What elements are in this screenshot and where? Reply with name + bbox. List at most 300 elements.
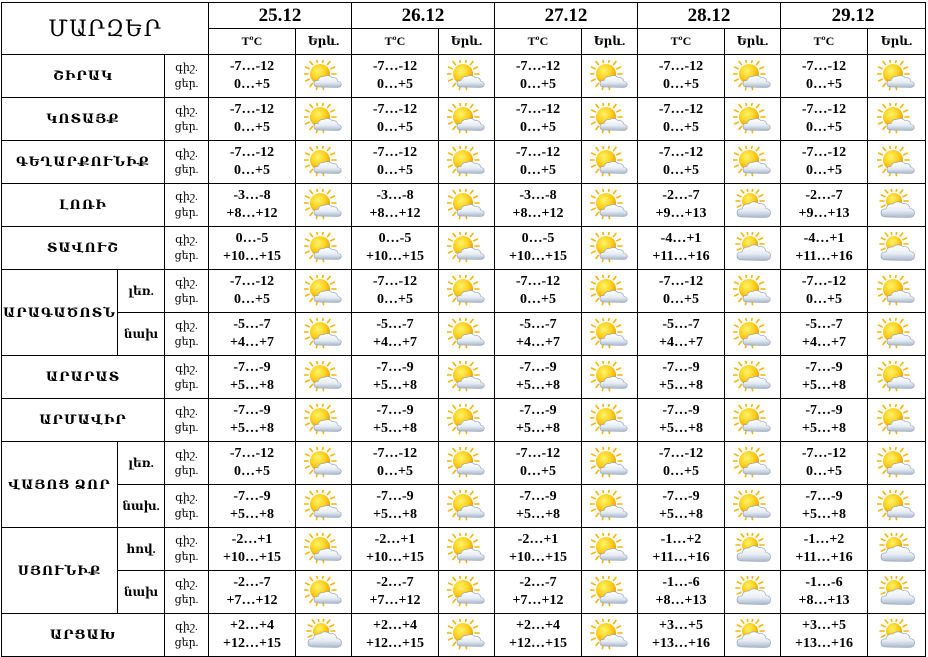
temperature-cell xyxy=(781,399,868,442)
temperature-cell xyxy=(781,227,868,270)
day-temperature: +4…+7 xyxy=(802,335,846,350)
sun-cloud-icon xyxy=(304,576,344,608)
sun-cloud-icon xyxy=(590,361,630,393)
region-name: ԱՐՄԱՎԻՐ xyxy=(2,399,165,442)
date-header: 27.12 xyxy=(495,3,638,29)
day-temperature: 0…+5 xyxy=(234,77,270,92)
temperature-cell xyxy=(352,399,439,442)
night-label: գիշ. xyxy=(175,621,198,633)
day-night-labels xyxy=(165,227,209,270)
night-temperature: +3…+5 xyxy=(802,618,846,633)
table-row xyxy=(2,614,926,657)
weather-icon-cell xyxy=(296,399,352,442)
temperature-cell xyxy=(495,313,582,356)
night-label: գիշ. xyxy=(175,234,198,246)
temperature-cell xyxy=(638,356,725,399)
temperature-cell xyxy=(781,528,868,571)
temperature-cell xyxy=(781,98,868,141)
cloud-sun-icon xyxy=(733,533,773,565)
temp-column-header: TºC xyxy=(352,29,439,55)
table-row xyxy=(2,55,926,98)
day-temperature: +12…+15 xyxy=(223,636,281,651)
temperature-cell xyxy=(209,356,296,399)
subregion-name: նախ. xyxy=(118,485,165,528)
day-temperature: 0…+5 xyxy=(234,464,270,479)
temperature-cell xyxy=(352,184,439,227)
night-temperature: -7…-9 xyxy=(805,360,843,375)
weather-icon-cell xyxy=(296,270,352,313)
cloud-sun-icon xyxy=(877,533,917,565)
night-temperature: -7…-12 xyxy=(515,102,561,117)
weather-icon-cell xyxy=(725,356,781,399)
weather-icon-cell xyxy=(582,313,638,356)
weather-icon-cell xyxy=(439,528,495,571)
sun-cloud-icon xyxy=(590,447,630,479)
weather-icon-cell xyxy=(439,356,495,399)
weather-icon-cell xyxy=(582,614,638,657)
sun-cloud-icon xyxy=(447,576,487,608)
day-temperature: +9…+13 xyxy=(655,206,707,221)
day-temperature: +5…+8 xyxy=(516,507,560,522)
night-temperature: -1…-6 xyxy=(662,575,700,590)
day-temperature: 0…+5 xyxy=(377,464,413,479)
day-temperature: 0…+5 xyxy=(663,77,699,92)
night-temperature: -2…-7 xyxy=(376,575,414,590)
day-temperature: 0…+5 xyxy=(806,120,842,135)
weather-icon-cell xyxy=(725,528,781,571)
sun-cloud-icon xyxy=(877,318,917,350)
weather-icon-cell xyxy=(296,442,352,485)
temperature-cell xyxy=(638,571,725,614)
temperature-cell xyxy=(352,485,439,528)
night-temperature: -5…-7 xyxy=(376,317,414,332)
sun-cloud-icon xyxy=(304,361,344,393)
day-label: ցեր. xyxy=(174,293,199,305)
day-temperature: +5…+8 xyxy=(373,507,417,522)
day-label: ցեր. xyxy=(174,508,199,520)
weather-icon-cell xyxy=(582,227,638,270)
night-label: գիշ. xyxy=(175,62,198,74)
day-temperature: 0…+5 xyxy=(806,77,842,92)
day-temperature: +4…+7 xyxy=(373,335,417,350)
weather-icon-cell xyxy=(868,571,926,614)
night-temperature: -2…-7 xyxy=(519,575,557,590)
weather-icon-cell xyxy=(725,141,781,184)
temperature-cell xyxy=(209,571,296,614)
sun-cloud-icon xyxy=(590,490,630,522)
weather-icon-cell xyxy=(725,184,781,227)
day-temperature: +10…+15 xyxy=(509,550,567,565)
weather-icon-cell xyxy=(439,313,495,356)
date-header: 29.12 xyxy=(781,3,926,29)
night-temperature: +2…+4 xyxy=(373,618,417,633)
night-temperature: -7…-12 xyxy=(658,59,704,74)
night-temperature: -7…-9 xyxy=(233,403,271,418)
table-row xyxy=(2,571,926,614)
temperature-cell xyxy=(352,442,439,485)
day-temperature: +5…+8 xyxy=(659,378,703,393)
temperature-cell xyxy=(209,184,296,227)
weather-icon-cell xyxy=(296,528,352,571)
night-temperature: -5…-7 xyxy=(519,317,557,332)
night-temperature: -7…-9 xyxy=(376,403,414,418)
weather-icon-cell xyxy=(582,270,638,313)
subregion-name: նախ xyxy=(118,313,165,356)
temperature-cell xyxy=(352,98,439,141)
temperature-cell xyxy=(209,141,296,184)
weather-icon-cell xyxy=(439,442,495,485)
subregion-name: հով. xyxy=(118,528,165,571)
night-temperature: -7…-9 xyxy=(233,360,271,375)
day-label: ցեր. xyxy=(174,465,199,477)
temperature-cell xyxy=(352,571,439,614)
table-row xyxy=(2,313,926,356)
weather-icon-cell xyxy=(582,184,638,227)
temperature-cell xyxy=(209,98,296,141)
sun-cloud-icon xyxy=(304,275,344,307)
night-temperature: -5…-7 xyxy=(233,317,271,332)
day-temperature: +7…+12 xyxy=(512,593,564,608)
region-name: ԳԵՂԱՐՔՈՒՆԻՔ xyxy=(2,141,165,184)
night-temperature: -7…-9 xyxy=(662,403,700,418)
day-temperature: +5…+8 xyxy=(802,378,846,393)
night-temperature: +2…+4 xyxy=(230,618,274,633)
day-temperature: +13…+16 xyxy=(652,636,710,651)
day-temperature: 0…+5 xyxy=(806,292,842,307)
temperature-cell xyxy=(638,528,725,571)
day-temperature: 0…+5 xyxy=(520,292,556,307)
weather-icon-cell xyxy=(725,614,781,657)
day-temperature: 0…+5 xyxy=(377,77,413,92)
sun-cloud-icon xyxy=(877,60,917,92)
sun-cloud-icon xyxy=(304,318,344,350)
night-temperature: -1…-6 xyxy=(805,575,843,590)
cloud-sun-icon xyxy=(877,576,917,608)
temperature-cell xyxy=(209,55,296,98)
weather-icon-cell xyxy=(296,313,352,356)
sun-cloud-icon xyxy=(733,103,773,135)
weather-icon-cell xyxy=(439,614,495,657)
day-temperature: 0…+5 xyxy=(520,464,556,479)
day-temperature: 0…+5 xyxy=(234,163,270,178)
day-temperature: 0…+5 xyxy=(663,120,699,135)
sun-cloud-icon xyxy=(733,490,773,522)
table-row xyxy=(2,270,926,313)
day-temperature: +10…+15 xyxy=(223,550,281,565)
temperature-cell xyxy=(495,485,582,528)
night-label: գիշ. xyxy=(175,492,198,504)
day-temperature: 0…+5 xyxy=(377,163,413,178)
sun-cloud-icon xyxy=(447,60,487,92)
sun-cloud-icon xyxy=(590,619,630,651)
cloud-sun-icon xyxy=(877,189,917,221)
sun-cloud-icon xyxy=(447,533,487,565)
table-row xyxy=(2,227,926,270)
weather-icon-cell xyxy=(868,313,926,356)
day-temperature: +5…+8 xyxy=(230,378,274,393)
weather-icon-cell xyxy=(296,55,352,98)
night-temperature: -3…-8 xyxy=(233,188,271,203)
day-temperature: +4…+7 xyxy=(516,335,560,350)
temperature-cell xyxy=(352,356,439,399)
temperature-cell xyxy=(352,141,439,184)
cloud-sun-icon xyxy=(733,619,773,651)
subregion-name: լեռ. xyxy=(118,270,165,313)
night-temperature: -3…-8 xyxy=(376,188,414,203)
temperature-cell xyxy=(352,55,439,98)
sun-cloud-icon xyxy=(733,60,773,92)
temperature-cell xyxy=(495,356,582,399)
night-temperature: -7…-12 xyxy=(801,59,847,74)
sun-cloud-icon xyxy=(733,447,773,479)
day-night-labels xyxy=(165,571,209,614)
weather-icon-cell xyxy=(296,614,352,657)
weather-icon-cell xyxy=(868,442,926,485)
temperature-cell xyxy=(495,270,582,313)
day-temperature: +9…+13 xyxy=(798,206,850,221)
temperature-cell xyxy=(638,141,725,184)
day-night-labels xyxy=(165,399,209,442)
night-temperature: 0…-5 xyxy=(521,231,555,246)
day-temperature: +4…+7 xyxy=(230,335,274,350)
sun-cloud-icon xyxy=(447,189,487,221)
night-temperature: -2…+1 xyxy=(517,532,559,547)
day-night-labels xyxy=(165,528,209,571)
temperature-cell xyxy=(495,184,582,227)
day-label: ցեր. xyxy=(174,637,199,649)
temperature-cell xyxy=(638,614,725,657)
weather-column-header: Երև. xyxy=(725,29,781,55)
night-temperature: -7…-12 xyxy=(801,145,847,160)
weather-icon-cell xyxy=(868,356,926,399)
day-temperature: 0…+5 xyxy=(663,163,699,178)
night-temperature: -7…-12 xyxy=(801,274,847,289)
day-temperature: +5…+8 xyxy=(802,507,846,522)
weather-icon-cell xyxy=(868,227,926,270)
temperature-cell xyxy=(209,313,296,356)
sun-cloud-icon xyxy=(447,232,487,264)
region-name: ՎԱՅՈՑ ՁՈՐ xyxy=(2,442,118,528)
day-temperature: +8…+13 xyxy=(798,593,850,608)
weather-icon-cell xyxy=(868,98,926,141)
sun-cloud-icon xyxy=(304,447,344,479)
weather-icon-cell xyxy=(725,442,781,485)
day-temperature: 0…+5 xyxy=(234,292,270,307)
day-temperature: +11…+16 xyxy=(795,550,853,565)
weather-icon-cell xyxy=(439,141,495,184)
table-row xyxy=(2,141,926,184)
day-temperature: 0…+5 xyxy=(520,163,556,178)
table-row xyxy=(2,356,926,399)
sun-cloud-icon xyxy=(877,361,917,393)
temperature-cell xyxy=(781,571,868,614)
night-temperature: -2…-7 xyxy=(233,575,271,590)
temperature-cell xyxy=(495,528,582,571)
subregion-name: նախ xyxy=(118,571,165,614)
temperature-cell xyxy=(781,313,868,356)
temp-column-header: TºC xyxy=(209,29,296,55)
weather-icon-cell xyxy=(296,356,352,399)
temperature-cell xyxy=(781,184,868,227)
sun-cloud-icon xyxy=(590,404,630,436)
weather-icon-cell xyxy=(868,55,926,98)
weather-icon-cell xyxy=(582,571,638,614)
night-temperature: -7…-12 xyxy=(801,102,847,117)
day-temperature: 0…+5 xyxy=(520,77,556,92)
weather-icon-cell xyxy=(582,528,638,571)
day-temperature: +8…+12 xyxy=(226,206,278,221)
temperature-cell xyxy=(638,313,725,356)
day-night-labels xyxy=(165,184,209,227)
night-temperature: -5…-7 xyxy=(805,317,843,332)
day-temperature: +12…+15 xyxy=(509,636,567,651)
night-temperature: -7…-12 xyxy=(372,59,418,74)
day-temperature: +5…+8 xyxy=(516,378,560,393)
temperature-cell xyxy=(781,270,868,313)
night-label: գիշ. xyxy=(175,277,198,289)
day-temperature: +10…+15 xyxy=(509,249,567,264)
regions-header: ՄԱՐԶԵՐ xyxy=(2,3,209,55)
sun-cloud-icon xyxy=(304,533,344,565)
day-temperature: +7…+12 xyxy=(369,593,421,608)
night-temperature: -7…-12 xyxy=(515,274,561,289)
day-temperature: +11…+16 xyxy=(795,249,853,264)
sun-cloud-icon xyxy=(733,275,773,307)
day-night-labels xyxy=(165,356,209,399)
night-temperature: -7…-12 xyxy=(515,59,561,74)
day-label: ցեր. xyxy=(174,207,199,219)
sun-cloud-icon xyxy=(590,60,630,92)
weather-icon-cell xyxy=(725,485,781,528)
day-temperature: +13…+16 xyxy=(795,636,853,651)
day-temperature: +5…+8 xyxy=(373,378,417,393)
temperature-cell xyxy=(495,571,582,614)
weather-icon-cell xyxy=(439,270,495,313)
date-header: 25.12 xyxy=(209,3,352,29)
day-temperature: 0…+5 xyxy=(806,163,842,178)
day-night-labels xyxy=(165,98,209,141)
day-temperature: +8…+13 xyxy=(655,593,707,608)
night-temperature: -7…-12 xyxy=(229,59,275,74)
weather-icon-cell xyxy=(582,98,638,141)
sun-cloud-icon xyxy=(304,146,344,178)
sun-cloud-icon xyxy=(590,146,630,178)
temperature-cell xyxy=(495,141,582,184)
day-label: ցեր. xyxy=(174,250,199,262)
day-temperature: +10…+15 xyxy=(366,249,424,264)
weather-icon-cell xyxy=(296,141,352,184)
temperature-cell xyxy=(352,528,439,571)
temperature-cell xyxy=(495,55,582,98)
day-label: ցեր. xyxy=(174,336,199,348)
weather-icon-cell xyxy=(439,184,495,227)
temperature-cell xyxy=(781,356,868,399)
day-temperature: +5…+8 xyxy=(659,421,703,436)
weather-icon-cell xyxy=(725,571,781,614)
day-temperature: +5…+8 xyxy=(373,421,417,436)
temp-column-header: TºC xyxy=(781,29,868,55)
day-temperature: 0…+5 xyxy=(663,292,699,307)
sun-cloud-icon xyxy=(877,275,917,307)
temperature-cell xyxy=(495,442,582,485)
region-name: ԱՐԱՐԱՏ xyxy=(2,356,165,399)
temperature-cell xyxy=(352,227,439,270)
temperature-cell xyxy=(638,270,725,313)
weather-column-header: Երև. xyxy=(296,29,352,55)
temperature-cell xyxy=(352,614,439,657)
night-temperature: -7…-12 xyxy=(372,102,418,117)
temp-column-header: TºC xyxy=(638,29,725,55)
temperature-cell xyxy=(781,55,868,98)
night-temperature: +3…+5 xyxy=(659,618,703,633)
night-label: գիշ. xyxy=(175,148,198,160)
night-temperature: -7…-12 xyxy=(658,274,704,289)
temperature-cell xyxy=(781,442,868,485)
table-row xyxy=(2,98,926,141)
weather-icon-cell xyxy=(296,571,352,614)
temperature-cell xyxy=(638,227,725,270)
region-name: ԱՐԱԳԱԾՈՏՆ xyxy=(2,270,118,356)
night-temperature: -7…-12 xyxy=(658,446,704,461)
night-temperature: -7…-12 xyxy=(515,446,561,461)
night-temperature: -7…-12 xyxy=(515,145,561,160)
cloud-sun-icon xyxy=(877,619,917,651)
weather-icon-cell xyxy=(868,485,926,528)
sun-cloud-icon xyxy=(304,189,344,221)
night-temperature: +2…+4 xyxy=(516,618,560,633)
day-temperature: +8…+12 xyxy=(369,206,421,221)
sun-cloud-icon xyxy=(590,533,630,565)
sun-cloud-icon xyxy=(304,103,344,135)
sun-cloud-icon xyxy=(447,447,487,479)
region-name: ԱՐՑԱԽ xyxy=(2,614,165,657)
night-temperature: -5…-7 xyxy=(662,317,700,332)
night-temperature: -7…-12 xyxy=(658,145,704,160)
sun-cloud-icon xyxy=(590,232,630,264)
sun-cloud-icon xyxy=(447,275,487,307)
day-night-labels xyxy=(165,442,209,485)
temperature-cell xyxy=(495,227,582,270)
sun-cloud-icon xyxy=(590,189,630,221)
day-label: ցեր. xyxy=(174,379,199,391)
table-row xyxy=(2,442,926,485)
weather-icon-cell xyxy=(439,98,495,141)
sun-cloud-icon xyxy=(304,490,344,522)
weather-icon-cell xyxy=(868,528,926,571)
temperature-cell xyxy=(352,313,439,356)
temperature-cell xyxy=(638,184,725,227)
sun-cloud-icon xyxy=(447,318,487,350)
temp-column-header: TºC xyxy=(495,29,582,55)
day-temperature: +11…+16 xyxy=(652,550,710,565)
day-night-labels xyxy=(165,55,209,98)
sun-cloud-icon xyxy=(447,361,487,393)
sun-cloud-icon xyxy=(877,146,917,178)
day-temperature: +12…+15 xyxy=(366,636,424,651)
night-temperature: -7…-12 xyxy=(229,145,275,160)
sun-cloud-icon xyxy=(733,404,773,436)
weather-icon-cell xyxy=(868,141,926,184)
temperature-cell xyxy=(209,614,296,657)
night-temperature: -4…+1 xyxy=(660,231,702,246)
cloud-sun-icon xyxy=(733,189,773,221)
subregion-name: լեռ. xyxy=(118,442,165,485)
weather-icon-cell xyxy=(439,55,495,98)
weather-icon-cell xyxy=(725,55,781,98)
sun-cloud-icon xyxy=(877,404,917,436)
night-label: գիշ. xyxy=(175,320,198,332)
day-label: ցեր. xyxy=(174,422,199,434)
